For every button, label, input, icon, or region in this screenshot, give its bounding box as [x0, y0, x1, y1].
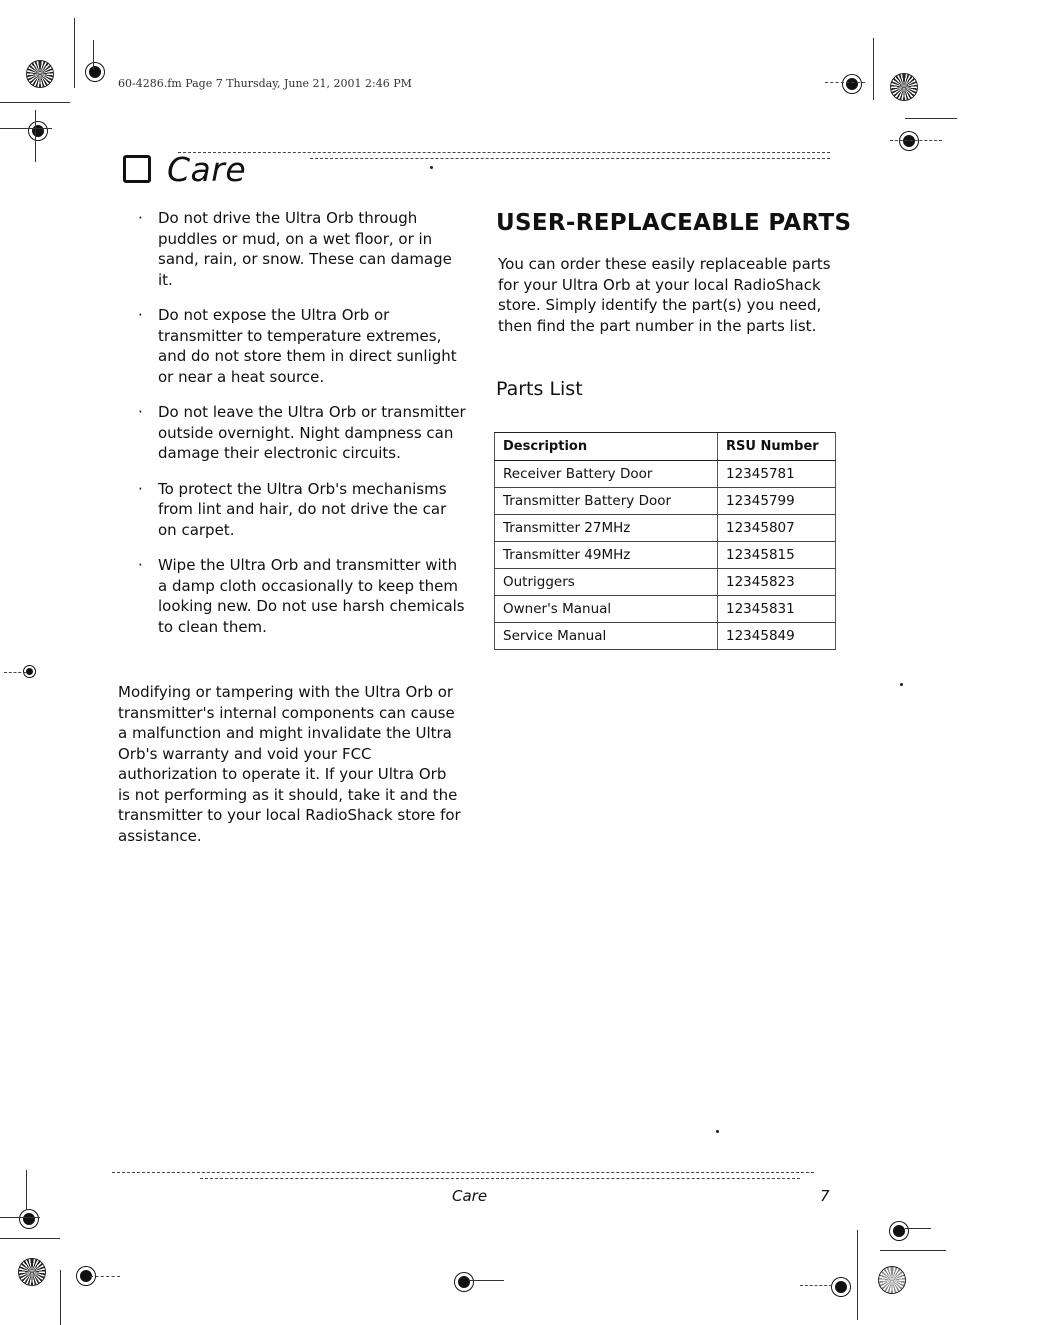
part-number: 12345831	[718, 596, 836, 623]
crop-line	[905, 1228, 931, 1229]
part-description: Outriggers	[495, 569, 718, 596]
table-row	[495, 461, 836, 488]
care-bullet-list	[138, 208, 468, 652]
part-number: 12345799	[718, 488, 836, 515]
bullet-icon: ·	[138, 556, 143, 574]
edge-mark	[430, 166, 433, 169]
registration-mark-icon	[890, 1222, 908, 1240]
crop-line	[857, 1230, 858, 1320]
list-item: · Do not drive the Ultra Orb through puddles or mud, on a wet floor, or in sand, rain, or snow. These can damage it.	[138, 209, 452, 289]
part-number: 12345807	[718, 515, 836, 542]
table-row	[495, 515, 836, 542]
bullet-icon: ·	[138, 403, 143, 421]
list-item: · Do not expose the Ultra Orb or transmitter to temperature extremes, and do not store them in direct sunlight or near a heat source.	[138, 306, 457, 386]
registration-starburst-icon	[878, 1266, 906, 1294]
registration-starburst-icon	[26, 60, 54, 88]
registration-mark-icon	[86, 63, 104, 81]
part-description: Owner's Manual	[495, 596, 718, 623]
registration-mark-icon	[832, 1278, 850, 1296]
crop-line	[0, 1217, 40, 1218]
registration-mark-icon	[455, 1273, 473, 1291]
bullet-icon: ·	[138, 209, 143, 227]
checkbox-icon	[123, 155, 151, 183]
table-row	[495, 488, 836, 515]
crop-line	[468, 1280, 504, 1281]
crop-line	[90, 1276, 120, 1277]
print-header: 60-4286.fm Page 7 Thursday, June 21, 2001 2:46 PM	[118, 77, 412, 90]
parts-table	[494, 432, 836, 650]
bullet-icon: ·	[138, 306, 143, 324]
part-description: Transmitter 49MHz	[495, 542, 718, 569]
edge-mark	[716, 1130, 719, 1133]
footer-section: Care	[452, 1187, 488, 1205]
crop-line	[4, 672, 26, 673]
crop-line	[873, 38, 874, 100]
part-number: 12345823	[718, 569, 836, 596]
part-number: 12345849	[718, 623, 836, 650]
parts-list-title: Parts List	[496, 378, 583, 400]
replaceable-parts-title: USER-REPLACEABLE PARTS	[496, 210, 852, 236]
top-rule	[178, 152, 830, 153]
registration-mark-icon	[29, 122, 47, 140]
crop-line	[890, 140, 942, 141]
section-title-text: Care	[167, 150, 247, 189]
crop-line	[60, 1270, 61, 1325]
footer-rule	[112, 1172, 814, 1173]
bullet-icon: ·	[138, 479, 143, 498]
crop-line	[0, 102, 70, 103]
page-number: 7	[820, 1187, 830, 1205]
part-description: Service Manual	[495, 623, 718, 650]
table-header-row	[495, 433, 836, 461]
table-row	[495, 596, 836, 623]
column-header: Description	[495, 433, 718, 461]
registration-starburst-icon	[890, 73, 918, 101]
part-description: Receiver Battery Door	[495, 461, 718, 488]
crop-line	[800, 1285, 832, 1286]
crop-line	[0, 1238, 60, 1239]
crop-line	[93, 40, 94, 70]
registration-mark-icon	[20, 1210, 38, 1228]
crop-line	[0, 128, 52, 129]
crop-line	[905, 118, 957, 119]
part-description: Transmitter 27MHz	[495, 515, 718, 542]
top-rule	[310, 158, 830, 159]
list-item: · Wipe the Ultra Orb and transmitter with a damp cloth occasionally to keep them looking new. Do not use harsh chemicals to clean them.	[138, 556, 465, 636]
crop-line	[880, 1250, 946, 1251]
crop-line	[26, 1170, 27, 1210]
list-item: · To protect the Ultra Orb's mechanisms from lint and hair, do not drive the car on carpet.	[138, 479, 447, 539]
table-row	[495, 569, 836, 596]
replaceable-parts-body: You can order these easily replaceable parts for your Ultra Orb at your local RadioShack store. Simply identify the part(s) you need, then find the part number in the parts list.	[498, 255, 831, 335]
warning-paragraph: Modifying or tampering with the Ultra Orb or transmitter's internal components can cause a malfunction and might invalidate the Ultra Orb's warranty and void your FCC authorization to operate it. If your Ultra Orb is not performing as it should, take it and the transmitter to your local RadioShack store for assistance.	[118, 683, 461, 845]
registration-mark-icon	[900, 132, 918, 150]
crop-line	[35, 110, 36, 162]
part-description: Transmitter Battery Door	[495, 488, 718, 515]
part-number: 12345781	[718, 461, 836, 488]
list-item: · Do not leave the Ultra Orb or transmitter outside overnight. Night dampness can damage their electronic circuits.	[138, 403, 466, 462]
part-number: 12345815	[718, 542, 836, 569]
crop-line	[74, 18, 75, 88]
section-title	[123, 150, 246, 189]
registration-starburst-icon	[18, 1258, 46, 1286]
table-row	[495, 623, 836, 650]
crop-line	[825, 82, 865, 83]
column-header: RSU Number	[718, 433, 836, 461]
footer-rule	[200, 1178, 800, 1179]
edge-mark	[900, 683, 903, 686]
registration-mark-icon	[843, 75, 861, 93]
table-row	[495, 542, 836, 569]
